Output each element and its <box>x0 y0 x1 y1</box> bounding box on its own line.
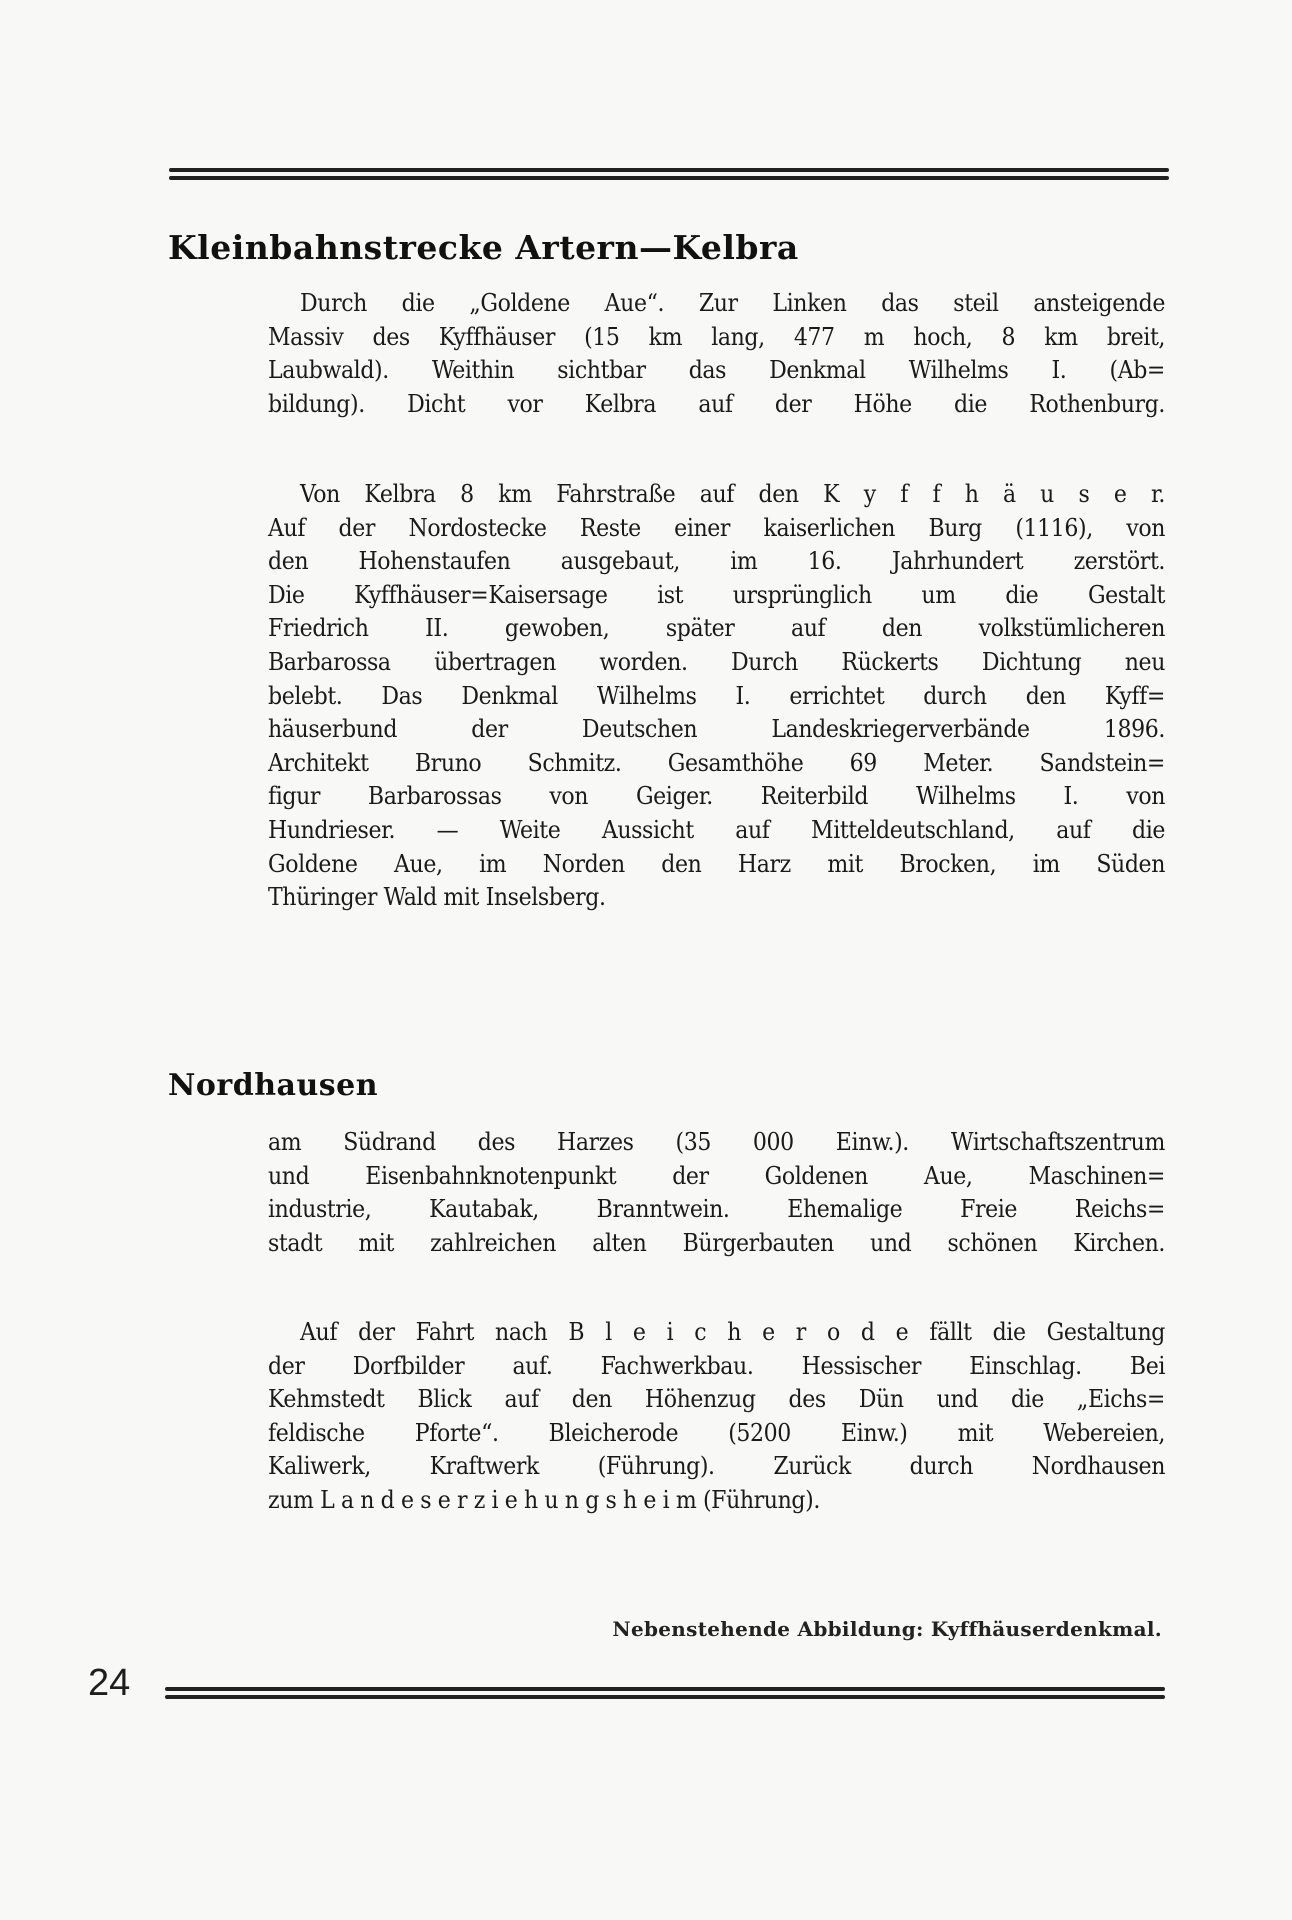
text-line: bildung). Dicht vor Kelbra auf der Höhe die Rothenburg. <box>268 388 1165 418</box>
section-heading-kleinbahnstrecke: Kleinbahnstrecke Artern—Kelbra <box>168 228 799 267</box>
text-line: Massiv des Kyffhäuser (15 km lang, 477 m hoch, 8 km breit, <box>268 321 1165 351</box>
text-line: Von Kelbra 8 km Fahrstraße auf den K y f f h ä u s e r. <box>300 479 1165 508</box>
text-line: Kaliwerk, Kraftwerk (Führung). Zurück durch Nordhausen <box>268 1451 1165 1481</box>
text-line: figur Barbarossas von Geiger. Reiterbild Wilhelms I. von <box>268 781 1165 811</box>
text-line: Die Kyffhäuser=Kaisersage ist ursprünglich um die Gestalt <box>268 579 1165 609</box>
text-line: Kehmstedt Blick auf den Höhenzug des Dün und die „Eichs= <box>268 1384 1165 1414</box>
rule-line <box>165 1687 1165 1691</box>
rule-line <box>165 1695 1165 1699</box>
figure-caption: Nebenstehende Abbildung: Kyffhäuserdenkmal. <box>612 1617 1162 1641</box>
text-line: Auf der Fahrt nach B l e i c h e r o d e fällt die Gestaltung <box>300 1317 1165 1346</box>
text-line: Barbarossa übertragen worden. Durch Rückerts Dichtung neu <box>268 646 1165 676</box>
text-line: feldische Pforte“. Bleicherode (5200 Einw.) mit Webereien, <box>268 1417 1165 1447</box>
text-line: Laubwald). Weithin sichtbar das Denkmal Wilhelms I. (Ab= <box>268 355 1165 385</box>
text-line: Auf der Nordostecke Reste einer kaiserlichen Burg (1116), von <box>268 512 1165 542</box>
text-line: stadt mit zahlreichen alten Bürgerbauten und schönen Kirchen. <box>268 1227 1165 1257</box>
rule-line <box>169 168 1169 172</box>
text-line: den Hohenstaufen ausgebaut, im 16. Jahrhundert zerstört. <box>268 546 1165 576</box>
paragraph-bleicherode <box>268 1315 1165 1517</box>
top-double-rule <box>169 168 1169 180</box>
section-heading-nordhausen: Nordhausen <box>168 1068 379 1103</box>
text-line: Architekt Bruno Schmitz. Gesamthöhe 69 Meter. Sandstein= <box>268 747 1165 777</box>
text-line: industrie, Kautabak, Branntwein. Ehemalige Freie Reichs= <box>268 1194 1165 1224</box>
text-line: Friedrich II. gewoben, später auf den volkstümlicheren <box>268 613 1165 643</box>
text-line: zum L a n d e s e r z i e h u n g s h e i m (Führung). <box>268 1484 820 1514</box>
text-line: und Eisenbahnknotenpunkt der Goldenen Aue, Maschinen= <box>268 1160 1165 1190</box>
paragraph-kyffhaeuser <box>268 477 1165 914</box>
rule-line <box>169 176 1169 180</box>
text-line: am Südrand des Harzes (35 000 Einw.). Wirtschaftszentrum <box>268 1127 1165 1156</box>
text-line: Durch die „Goldene Aue“. Zur Linken das steil ansteigende <box>300 288 1165 317</box>
paragraph-nordhausen <box>268 1125 1165 1259</box>
text-line: Goldene Aue, im Norden den Harz mit Brocken, im Süden <box>268 848 1165 878</box>
text-line: belebt. Das Denkmal Wilhelms I. errichtet durch den Kyff= <box>268 680 1165 710</box>
page-number: 24 <box>88 1662 131 1704</box>
text-line: Hundrieser. — Weite Aussicht auf Mitteldeutschland, auf die <box>268 814 1165 844</box>
paragraph-goldene-aue <box>268 286 1165 420</box>
bottom-double-rule <box>165 1687 1165 1699</box>
text-line: Thüringer Wald mit Inselsberg. <box>268 882 606 912</box>
text-line: häuserbund der Deutschen Landeskriegerverbände 1896. <box>268 714 1165 744</box>
text-line: der Dorfbilder auf. Fachwerkbau. Hessischer Einschlag. Bei <box>268 1350 1165 1380</box>
